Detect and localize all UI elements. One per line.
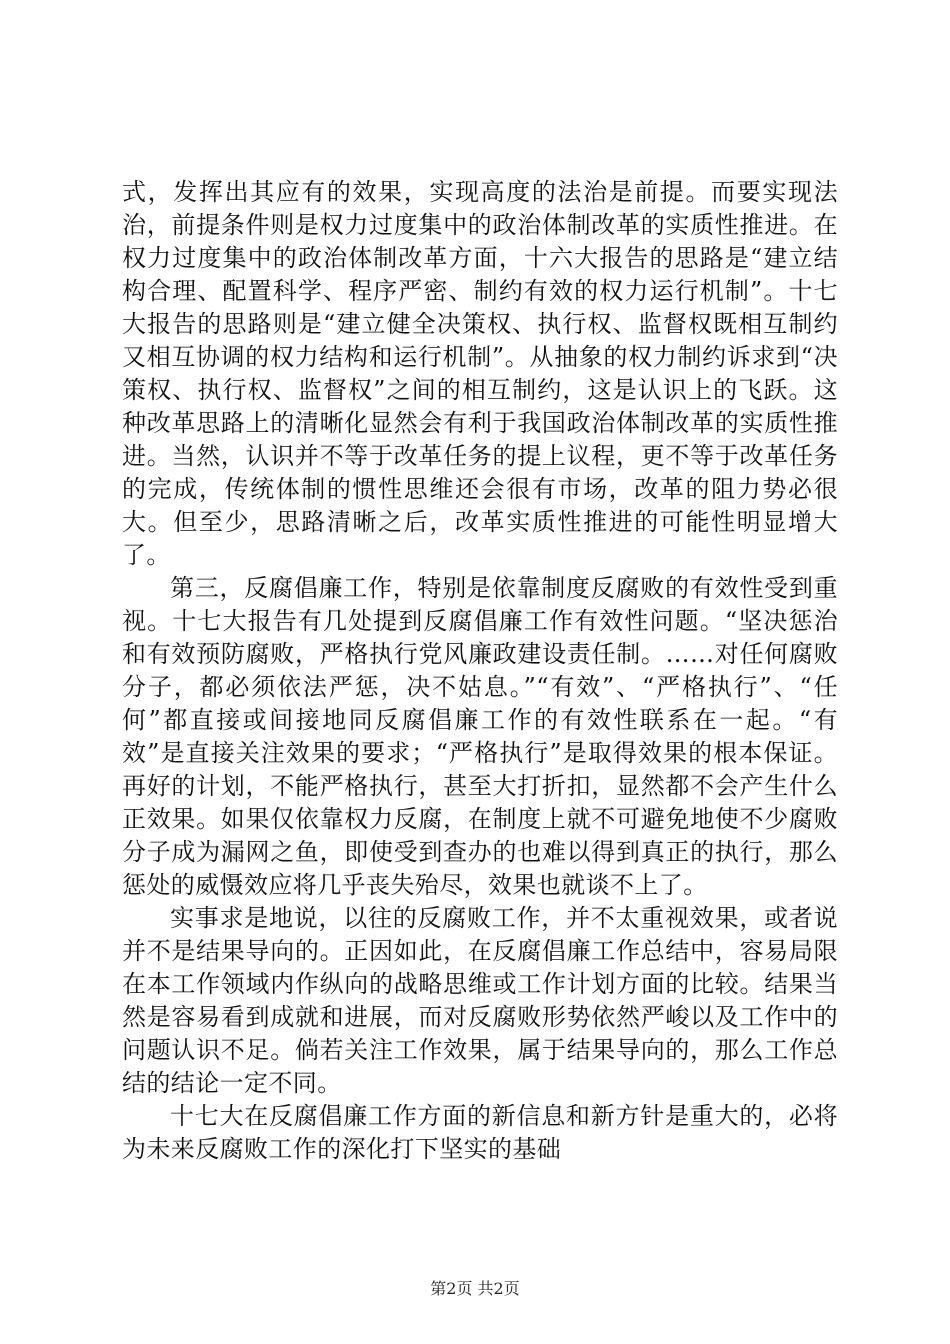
paragraph-third-point: 第三，反腐倡廉工作，特别是依靠制度反腐败的有效性受到重视。十七大报告有几处提到反腐倡廉工作有效性问题。“坚决惩治和有效预防腐败，严格执行党风廉政建设责任制。……对任何腐败分子，都必须依法严惩，决不姑息。”“有效”、“严格执行”、“任何”都直接或间接地同反腐倡廉工作的有效性联系在一起。“有效”是直接关注效果的要求；“严格执行”是取得效果的根本保证。再好的计划，不能严格执行，甚至大打折扣，显然都不会产生什么正效果。如果仅依靠权力反腐，在制度上就不可避免地使不少腐败分子成为漏网之鱼，即使受到查办的也难以得到真正的执行，那么惩处的威慑效应将几乎丧失殆尽，效果也就谈不上了。: [122, 574, 838, 899]
paragraph-continuation: 式，发挥出其应有的效果，实现高度的法治是前提。而要实现法治，前提条件则是权力过度集中的政治体制改革的实质性推进。在权力过度集中的政治体制改革方面，十六大报告的思路是“建立结构合理、配置科学、程序严密、制约有效的权力运行机制”。十七大报告的思路则是“建立健全决策权、执行权、监督权既相互制约又相互协调的权力结构和运行机制”。从抽象的权力制约诉求到“决策权、执行权、监督权”之间的相互制约，这是认识上的飞跃。这种改革思路上的清晰化显然会有利于我国政治体制改革的实质性推进。当然，认识并不等于改革任务的提上议程，更不等于改革任务的完成，传统体制的惯性思维还会很有市场，改革的阻力势必很大。但至少，思路清晰之后，改革实质性推进的可能性明显增大了。: [122, 178, 838, 569]
paragraph-results-oriented: 实事求是地说，以往的反腐败工作，并不太重视效果，或者说并不是结果导向的。正因如此，在反腐倡廉工作总结中，容易局限在本工作领域内作纵向的战略思维或工作计划方面的比较。结果当然是容易看到成就和进展，而对反腐败形势依然严峻以及工作中的问题认识不足。倘若关注工作效果，属于结果导向的，那么工作总结的结论一定不同。: [122, 904, 838, 1097]
document-body: [122, 176, 838, 1166]
paragraph-conclusion: 十七大在反腐倡廉工作方面的新信息和新方针是重大的，必将为未来反腐败工作的深化打下坚实的基础: [122, 1102, 838, 1163]
page-number-footer: 第2页 共2页: [430, 1279, 520, 1298]
